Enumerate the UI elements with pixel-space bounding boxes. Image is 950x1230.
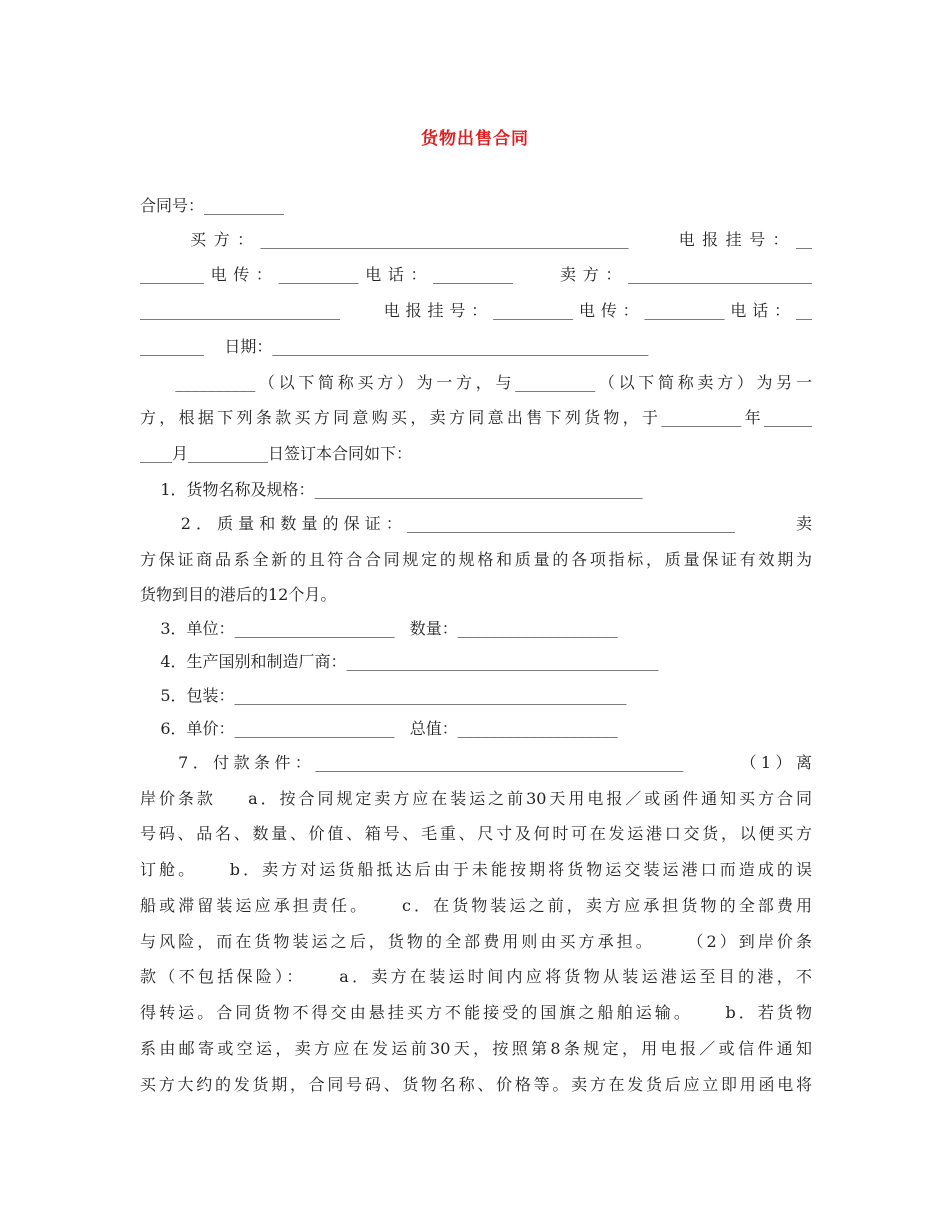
seller-contact-line: _________________________ 电报挂号：__________电传：__________电话：__ [140, 301, 812, 320]
paragraph-line: 号码、品名、数量、价值、箱号、毛重、尺寸及何时可在发运港口交货，以便买方 [140, 824, 812, 843]
paragraph-line: 货物到目的港后的12个月。 [140, 585, 337, 604]
paragraph-line: 订舱。 b．卖方对运货船抵达后由于未能按期将货物运交装运港口而造成的误 [140, 860, 812, 879]
clause-1-line: 1．货物名称及规格：_________________________________________ [140, 480, 643, 499]
paragraph-line: 得转运。合同货物不得交由悬挂买方不能接受的国旗之船舶运输。 b．若货物 [140, 1003, 812, 1022]
paragraph-line: 岸价条款 a．按合同规定卖方应在装运之前30天用电报／或函件通知买方合同 [140, 789, 812, 808]
paragraph-line: 与风险，而在货物装运之后，货物的全部费用则由买方承担。 （2）到岸价条 [140, 932, 812, 951]
clause-7-line: 7．付款条件：______________________________________________ （1）离 [140, 753, 812, 772]
paragraph-line: 系由邮寄或空运，卖方应在发运前30天，按照第8条规定，用电报／或信件通知 [140, 1039, 812, 1058]
document-title: 货物出售合同 [421, 129, 529, 149]
paragraph-line: ____月__________日签订本合同如下： [140, 444, 413, 463]
paragraph-line: 船或滞留装运应承担责任。 c．在货物装运之前，卖方应承担货物的全部费用 [140, 896, 812, 915]
buyer-line: 买方：______________________________________________ 电报挂号：__ [140, 230, 812, 249]
clause-2-line: 2．质量和数量的保证：_________________________________________ 卖 [140, 514, 812, 533]
buyer-contact-seller-line: ________电传：__________电话：__________ 卖方：_______________________ [140, 265, 812, 284]
paragraph-line: 款（不包括保险）： a．卖方在装运时间内应将货物从装运港运至目的港，不 [140, 967, 812, 986]
clause-3-line: 3．单位：____________________ 数量：____________________ [140, 619, 618, 638]
paragraph-line: 方保证商品系全新的且符合合同规定的规格和质量的各项指标，质量保证有效期为 [140, 550, 812, 569]
clause-6-line: 6．单价：____________________ 总值：____________________ [140, 719, 618, 738]
paragraph-line: 买方大约的发货期，合同号码、货物名称、价格等。卖方在发货后应立即用函电将 [140, 1075, 812, 1094]
clause-4-line: 4．生产国别和制造厂商：_______________________________________ [140, 652, 659, 671]
paragraph-line: 方，根据下列条款买方同意购买，卖方同意出售下列货物，于__________年______ [140, 408, 812, 427]
paragraph-line: __________（以下简称买方）为一方，与__________（以下简称卖方）为另一 [140, 373, 812, 392]
contract-number-line: 合同号：__________ [140, 196, 285, 215]
date-line: ________ 日期：_______________________________________________ [140, 337, 649, 356]
clause-5-line: 5．包装：_________________________________________________ [140, 686, 627, 705]
